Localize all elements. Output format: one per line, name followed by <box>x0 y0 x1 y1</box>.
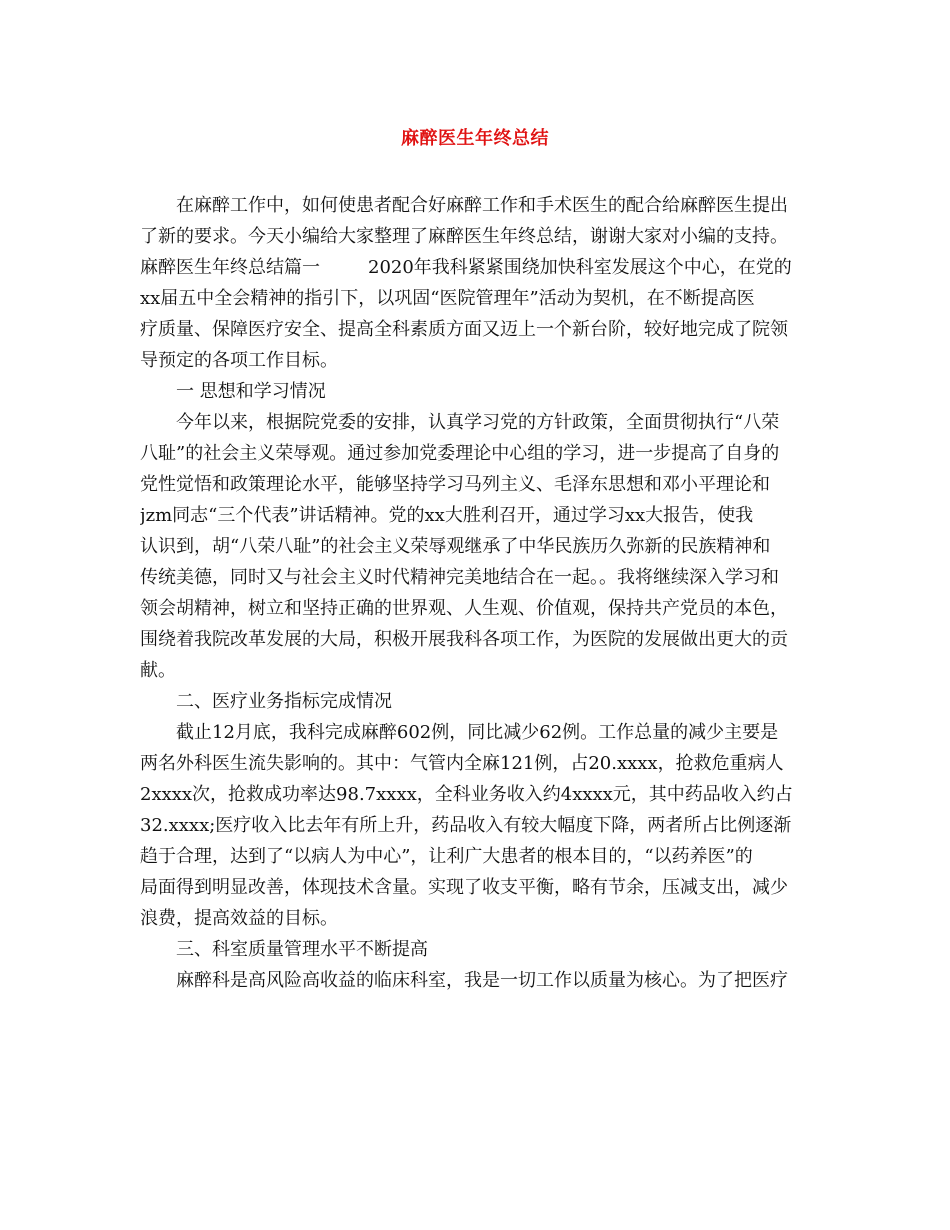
paragraph-line: 了新的要求。今天小编给大家整理了麻醉医生年终总结，谢谢大家对小编的支持。 <box>140 226 788 247</box>
paragraph-line: 疗质量、保障医疗安全、提高全科素质方面又迈上一个新台阶，较好地完成了院领 <box>140 319 788 340</box>
paragraph-line: 32.xxxx;医疗收入比去年有所上升，药品收入有较大幅度下降，两者所占比例逐渐 <box>140 815 792 836</box>
paragraph-line: 党性觉悟和政策理论水平，能够坚持学习马列主义、毛泽东思想和邓小平理论和 <box>140 474 770 495</box>
paragraph-line: 在麻醉工作中，如何使患者配合好麻醉工作和手术医生的配合给麻醉医生提出 <box>176 195 788 216</box>
paragraph-line: 局面得到明显改善，体现技术含量。实现了收支平衡，略有节余，压减支出，减少 <box>140 877 788 898</box>
paragraph-line: 八耻”的社会主义荣辱观。通过参加党委理论中心组的学习，进一步提高了自身的 <box>140 443 780 464</box>
section-heading: 二、医疗业务指标完成情况 <box>176 691 392 712</box>
paragraph-line <box>140 252 820 283</box>
paragraph-line: 今年以来，根据院党委的安排，认真学习党的方针政策，全面贯彻执行“八荣 <box>176 412 780 433</box>
paragraph-line: 截止12月底，我科完成麻醉602例，同比减少62例。工作总量的减少主要是 <box>176 722 779 743</box>
paragraph-line: 导预定的各项工作目标。 <box>140 350 338 371</box>
paragraph-line: 两名外科医生流失影响的。其中：气管内全麻121例，占20.xxxx，抢救危重病人 <box>140 753 784 774</box>
document-title: 麻醉医生年终总结 <box>401 128 549 149</box>
paragraph-line: 献。 <box>140 660 176 681</box>
paragraph-line: xx届五中全会精神的指引下，以巩固“医院管理年”活动为契机，在不断提高医 <box>140 288 755 309</box>
document-body <box>140 190 820 996</box>
paragraph-line: jzm同志“三个代表”讲话精神。党的xx大胜利召开，通过学习xx大报告，使我 <box>140 505 754 526</box>
paragraph-line: 围绕着我院改革发展的大局，积极开展我科各项工作，为医院的发展做出更大的贡 <box>140 629 788 650</box>
paragraph-line: 趋于合理，达到了“以病人为中心”，让利广大患者的根本目的，“以药养医”的 <box>140 846 753 867</box>
paragraph-line: 浪费，提高效益的目标。 <box>140 908 338 929</box>
paragraph-text: 2020年我科紧紧围绕加快科室发展这个中心，在党的 <box>368 257 792 278</box>
paragraph-line: 传统美德，同时又与社会主义时代精神完美地结合在一起。。我将继续深入学习和 <box>140 567 779 588</box>
paragraph-line: 2xxxx次，抢救成功率达98.7xxxx，全科业务收入约4xxxx元，其中药品收入约占 <box>140 784 793 805</box>
section-heading: 一 思想和学习情况 <box>176 381 326 402</box>
section-label: 麻醉医生年终总结篇一 <box>140 257 320 278</box>
paragraph-line: 认识到，胡“八荣八耻”的社会主义荣辱观继承了中华民族历久弥新的民族精神和 <box>140 536 771 557</box>
section-heading: 三、科室质量管理水平不断提高 <box>176 939 428 960</box>
paragraph-line: 麻醉科是高风险高收益的临床科室，我是一切工作以质量为核心。为了把医疗 <box>176 970 788 991</box>
paragraph-line: 领会胡精神，树立和坚持正确的世界观、人生观、价值观，保持共产党员的本色， <box>140 598 788 619</box>
